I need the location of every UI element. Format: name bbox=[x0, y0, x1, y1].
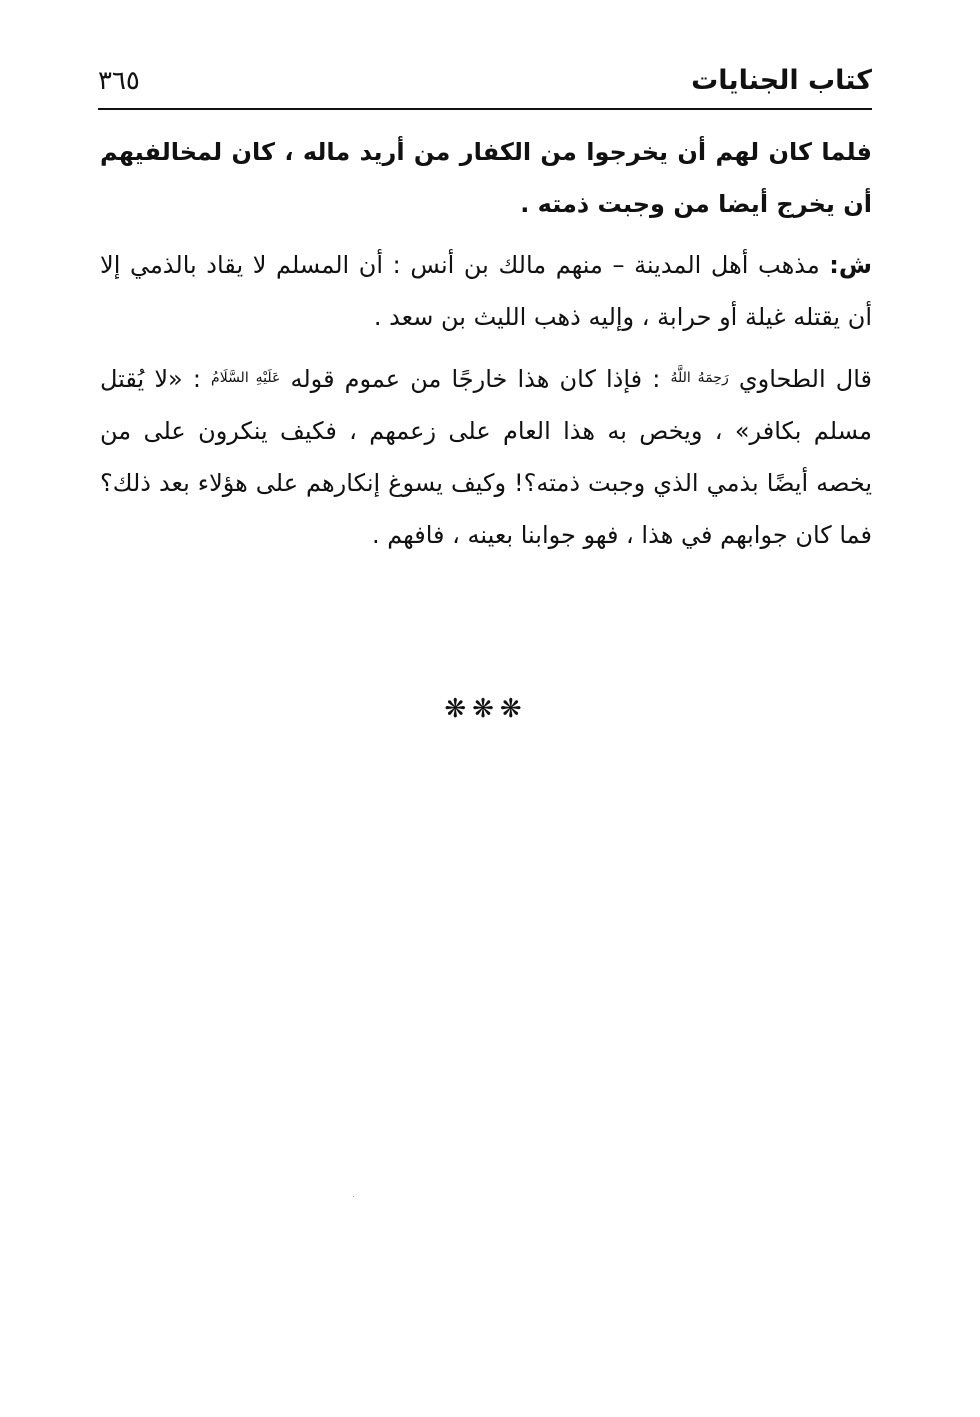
running-title: كتاب الجنايات bbox=[691, 65, 872, 96]
paragraph-3 bbox=[100, 352, 872, 561]
page-number: ٣٦٥ bbox=[98, 66, 140, 96]
paragraph-2-text: مذهب أهل المدينة – منهم مالك بن أنس : أن المسلم لا يقاد بالذمي إلا أن يقتله غيلة أو حرابة ، وإليه ذهب الليث بن سعد . bbox=[100, 251, 872, 331]
paragraph-3-part-b: : فإذا كان هذا خارجًا من عموم قوله bbox=[280, 365, 671, 393]
main-text bbox=[100, 126, 873, 724]
paragraph-2 bbox=[100, 239, 872, 343]
paragraph-3-part-c: : «لا يُقتل مسلم بكافر» ، ويخص به هذا العام على زعمهم ، فكيف ينكرون على من يخصه أيضًا بذمي الذي وجبت ذمته؟! وكيف يسوغ إنكارهم على هؤلاء بعد ذلك؟ فما كان جوابهم في هذا ، فهو جوابنا بعينه ، فافهم . bbox=[100, 365, 872, 549]
honorific-rahimahullah: رَحِمَهُ اللَّهُ bbox=[670, 370, 729, 386]
header-rule bbox=[98, 108, 872, 110]
paragraph-3-part-a: قال الطحاوي bbox=[728, 365, 873, 393]
scan-speck bbox=[353, 1196, 354, 1197]
honorific-alayhi-salam: عَلَيْهِ السَّلَامُ bbox=[211, 370, 281, 386]
section-separator: ❋❋❋ bbox=[444, 694, 528, 724]
page-header bbox=[98, 58, 872, 102]
commentary-marker: ش: bbox=[829, 251, 872, 279]
paragraph-1: فلما كان لهم أن يخرجوا من الكفار من أريد ماله ، كان لمخالفيهم أن يخرج أيضا من وجبت ذمته . bbox=[100, 138, 872, 218]
